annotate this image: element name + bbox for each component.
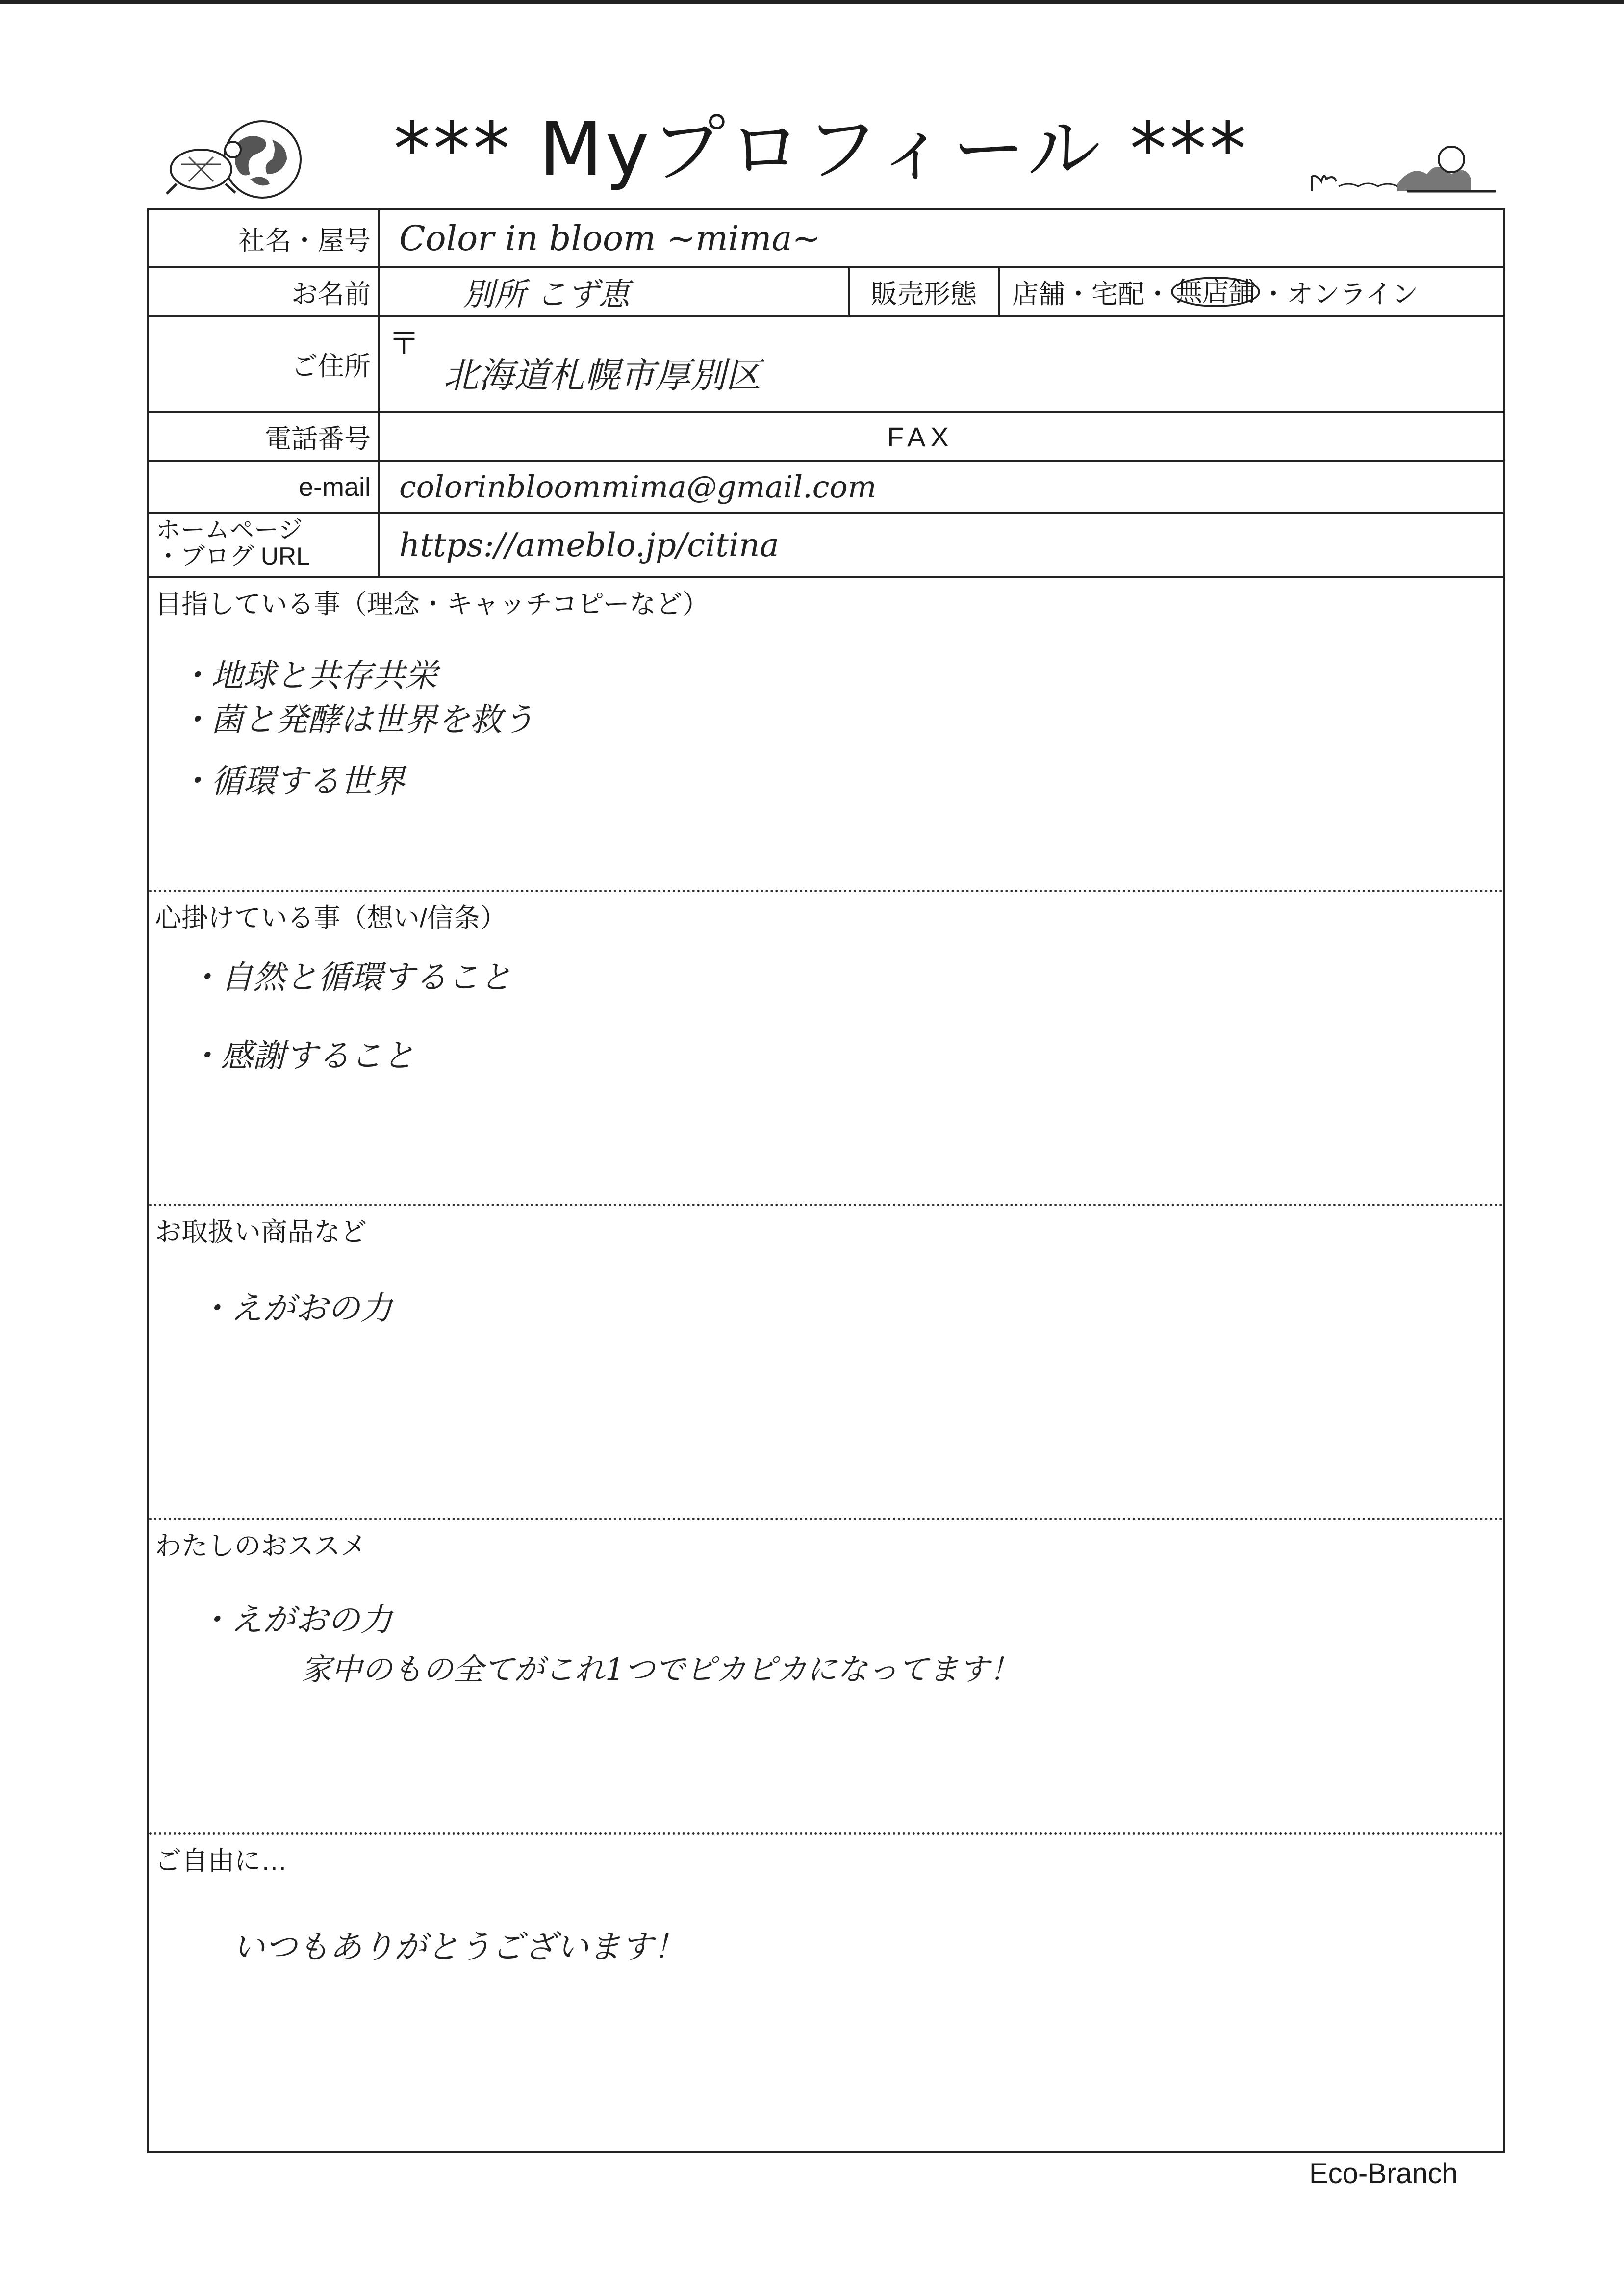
email-row	[149, 462, 1503, 514]
profile-form	[147, 208, 1505, 2153]
sales-label: 販売形態	[848, 268, 1000, 315]
name-value[interactable]: 別所 こず恵	[463, 277, 630, 313]
mindset-line-2: ・感謝すること	[188, 1037, 415, 1075]
phone-row	[149, 413, 1503, 462]
products-line-1: ・えがおの力	[198, 1289, 392, 1327]
sales-option-selected[interactable]: 無店舗	[1171, 277, 1260, 307]
products-section	[149, 1206, 1503, 1520]
page-title: *** Myプロフィール ***	[393, 107, 1249, 192]
company-label: 社名・屋号	[149, 210, 380, 266]
mindset-line-1: ・自然と循環すること	[188, 958, 512, 996]
url-label-line1: ホームページ	[156, 516, 303, 543]
url-label-line2: ・ブログ URL	[156, 542, 310, 570]
recommend-line-1: ・えがおの力	[198, 1601, 392, 1639]
mindset-section	[149, 892, 1503, 1206]
address-value[interactable]: 北海道札幌市厚別区	[443, 355, 761, 396]
sales-options	[1007, 268, 1502, 315]
url-row	[149, 514, 1503, 578]
sales-option-text-b: ・オンライン	[1260, 279, 1419, 309]
goals-line-2: ・菌と発酵は世界を救う	[178, 701, 534, 739]
footer-brand: Eco-Branch	[1309, 2158, 1458, 2190]
top-border-line	[0, 0, 1624, 4]
free-section	[149, 1835, 1503, 2151]
recommend-heading: わたしのおススメ	[155, 1531, 367, 1561]
company-value[interactable]: Color in bloom ~mima~	[399, 218, 821, 258]
address-row	[149, 317, 1503, 413]
postal-mark: 〒	[388, 326, 420, 362]
recommend-section	[149, 1520, 1503, 1835]
sales-option-text-a: 店舗・宅配・	[1012, 279, 1171, 309]
free-line-1: いつもありがとうございます！	[232, 1928, 685, 1966]
goals-section	[149, 578, 1503, 892]
email-value[interactable]: colorinbloommima@gmail.com	[399, 469, 877, 505]
url-value[interactable]: https://ameblo.jp/citina	[399, 526, 779, 564]
recommend-line-2: 家中のもの全てがこれ1つでピカピカになってます！	[301, 1651, 1020, 1687]
turtle-globe-logo	[162, 110, 304, 204]
phone-label: 電話番号	[149, 413, 380, 460]
url-label	[149, 514, 380, 576]
name-label: お名前	[149, 268, 380, 315]
goals-line-3: ・循環する世界	[178, 762, 405, 800]
goals-line-1: ・地球と共存共栄	[178, 657, 437, 695]
free-heading: ご自由に…	[155, 1846, 287, 1876]
products-heading: お取扱い商品など	[155, 1217, 367, 1247]
company-row	[149, 210, 1503, 268]
address-label: ご住所	[149, 317, 380, 411]
email-label: e-mail	[149, 462, 380, 512]
goals-heading: 目指している事（理念・キャッチコピーなど）	[155, 590, 709, 619]
landscape-illustration	[1309, 137, 1500, 201]
name-row	[149, 268, 1503, 317]
mindset-heading: 心掛けている事（想い/信条）	[155, 903, 507, 933]
fax-label: FAX	[887, 421, 954, 452]
